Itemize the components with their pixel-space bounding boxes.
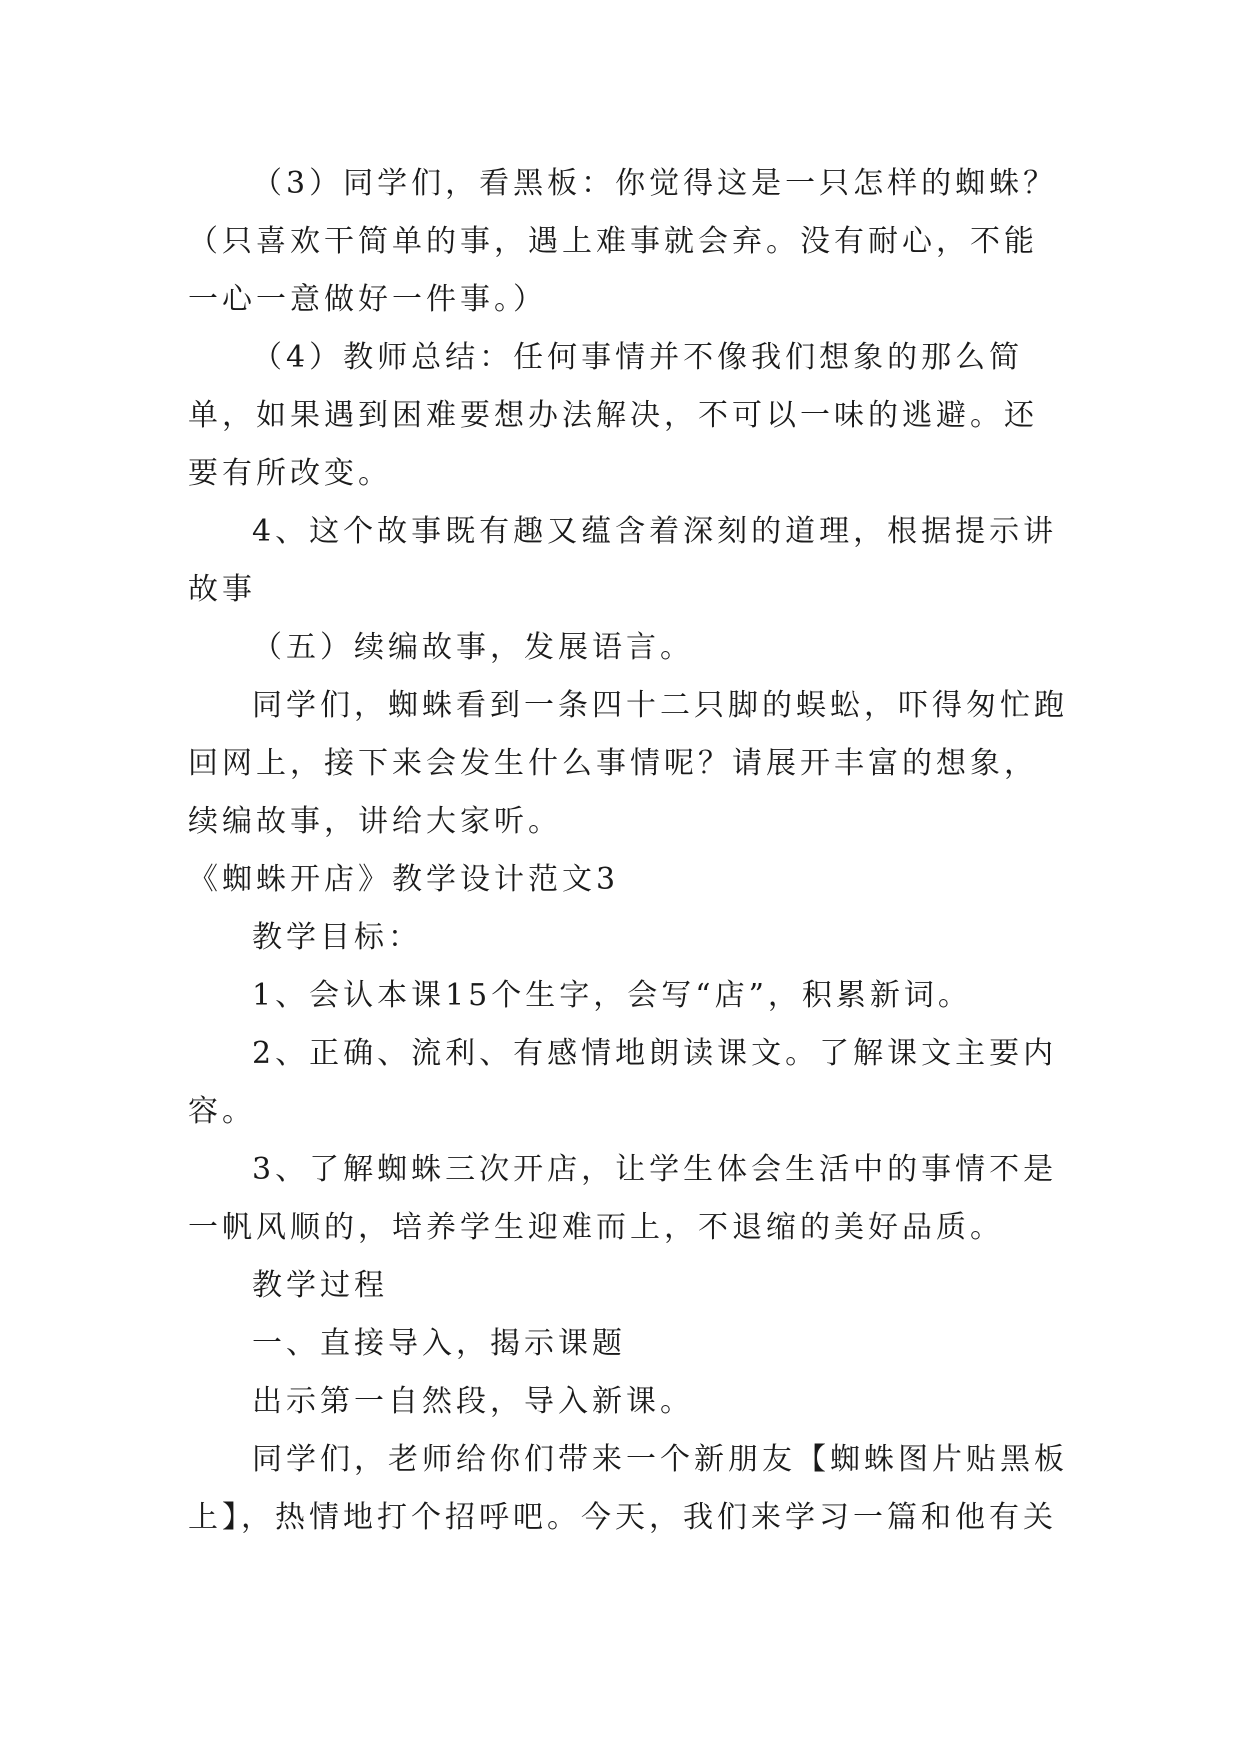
document-page [188,155,1068,1547]
process-step-1-heading: 一、直接导入，揭示课题 [252,1326,626,1361]
article-title: 《蜘蛛开店》教学设计范文3 [188,862,620,897]
goal-item-2: 2、正确、流利、有感情地朗读课文。了解课文主要内容。 [188,1036,1058,1129]
paragraph-continue-story: 同学们，蜘蛛看到一条四十二只脚的蜈蚣，吓得匆忙跑回网上，接下来会发生什么事情呢？请展开丰富的想象，续编故事，讲给大家听。 [188,688,1068,839]
goal-item-1: 1、会认本课15个生字，会写“店”，积累新词。 [252,978,972,1013]
section-heading-five: （五）续编故事，发展语言。 [252,630,694,665]
paragraph-storytelling: 4、这个故事既有趣又蕴含着深刻的道理，根据提示讲故事 [188,514,1058,607]
paragraph-3-blackboard-question: （3）同学们，看黑板：你觉得这是一只怎样的蜘蛛？（只喜欢干简单的事，遇上难事就会弃。没有耐心，不能一心一意做好一件事。） [188,166,1058,317]
paragraph-show-first-section: 出示第一自然段，导入新课。 [252,1384,694,1419]
paragraph-new-friend: 同学们，老师给你们带来一个新朋友【蜘蛛图片贴黑板上】，热情地打个招呼吧。今天，我们来学习一篇和他有关 [188,1442,1068,1535]
teaching-process-heading: 教学过程 [252,1268,388,1303]
goal-item-3: 3、了解蜘蛛三次开店，让学生体会生活中的事情不是一帆风顺的，培养学生迎难而上，不退缩的美好品质。 [188,1152,1058,1245]
teaching-goals-heading: 教学目标： [252,920,422,955]
paragraph-4-teacher-summary: （4）教师总结：任何事情并不像我们想象的那么简单，如果遇到困难要想办法解决，不可以一味的逃避。还要有所改变。 [188,340,1038,491]
